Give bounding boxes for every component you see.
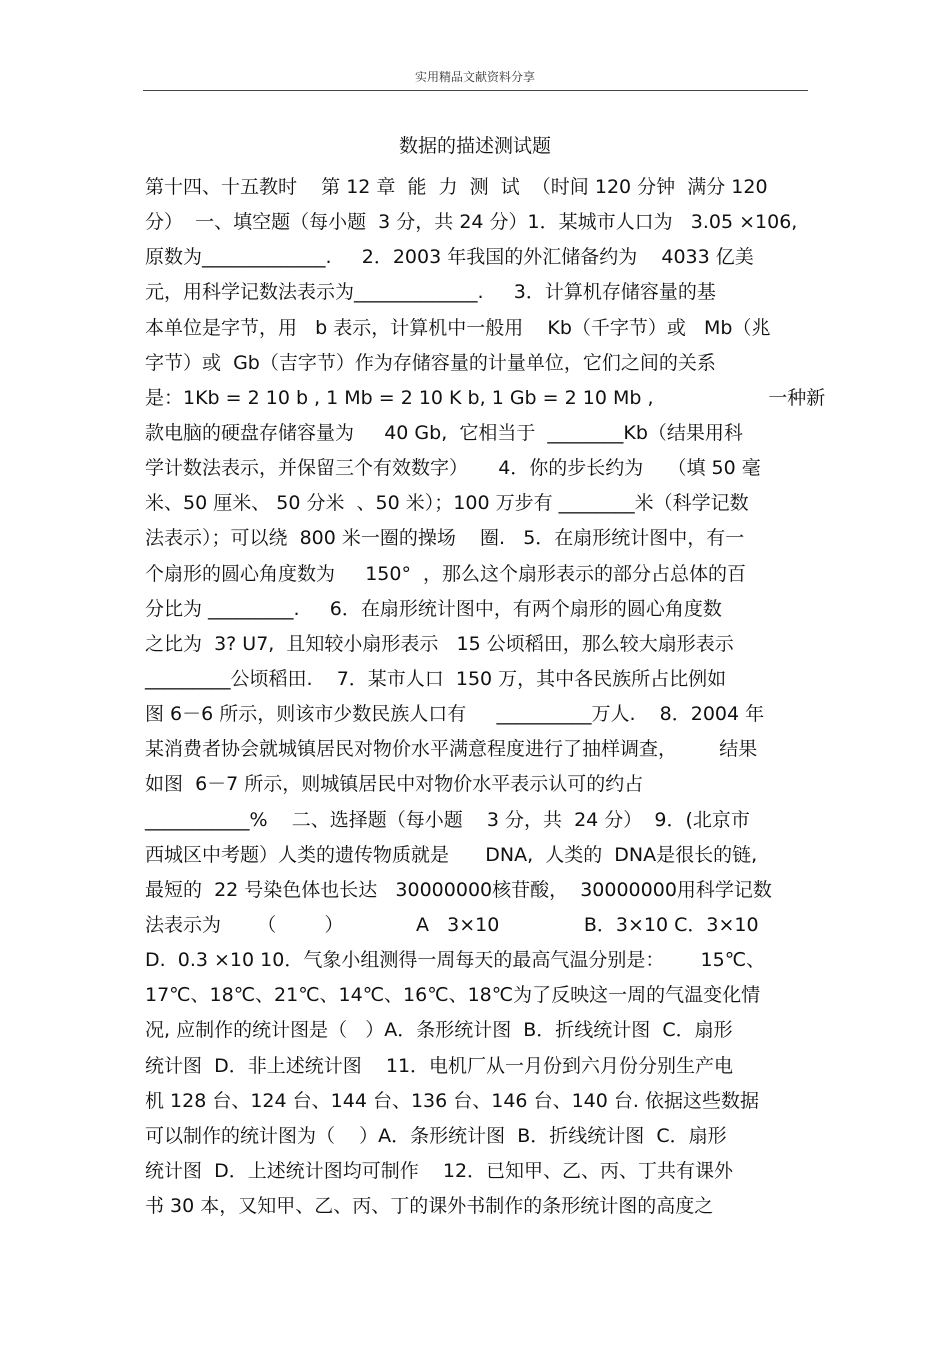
text-line: 况, 应制作的统计图是（ ）A．条形统计图 B．折线统计图 C．扇形	[145, 1019, 733, 1042]
text-line: 是：1Kb = 2 10 b , 1 Mb = 2 10 K b, 1 Gb = 2 10 Mb , 一种新	[145, 386, 826, 409]
header-divider	[143, 90, 808, 91]
text-line: D. 0.3 ×10 10．气象小组测得一周每天的最高气温分别是： 15℃、	[145, 949, 766, 972]
text-line: 最短的 22 号染色体也长达 30000000核苷酸， 30000000用科学记数	[145, 878, 772, 901]
document-title: 数据的描述测试题	[398, 135, 551, 157]
text-line: 元，用科学记数法表示为_____________. 3．计算机存储容量的基	[145, 281, 716, 304]
text-line: 第十四、十五教时 第 12 章 能 力 测 试 （时间 120 分钟 满分 120	[145, 176, 768, 198]
text-line: 某消费者协会就城镇居民对物价水平满意程度进行了抽样调查， 结果	[145, 738, 758, 761]
page-header: 实用精品文献资料分享	[414, 70, 535, 84]
document-body	[145, 172, 826, 1226]
text-line: 之比为 3? U7, 且知较小扇形表示 15 公顷稻田，那么较大扇形表示	[145, 632, 734, 655]
text-line: 分） 一、填空题（每小题 3 分，共 24 分）1．某城市人口为 3.05 ×106,	[145, 211, 798, 234]
text-line: 可以制作的统计图为（ ）A．条形统计图 B．折线统计图 C．扇形	[145, 1124, 727, 1147]
text-line: 字节）或 Gb（吉字节）作为存储容量的计量单位，它们之间的关系	[145, 351, 716, 374]
text-line: 书 30 本，又知甲、乙、丙、丁的课外书制作的条形统计图的高度之	[145, 1195, 714, 1218]
text-line: 如图 6－7 所示，则城镇居民中对物价水平表示认可的约占	[145, 773, 644, 796]
text-line: _________公顷稻田. 7．某市人口 150 万，其中各民族所占比例如	[145, 667, 727, 690]
text-line: 机 128 台、124 台、144 台、136 台、146 台、140 台. 依据这些数据	[145, 1089, 759, 1112]
text-line: 17℃、18℃、21℃、14℃、16℃、18℃为了反映这一周的气温变化情	[145, 984, 761, 1007]
text-line: 法表示）；可以绕 800 米一圈的操场 圈. 5．在扇形统计图中，有一	[145, 527, 745, 550]
text-line: 学计数法表示，并保留三个有效数字） 4．你的步长约为 （填 50 毫	[145, 457, 761, 480]
text-line: ___________% 二、选择题（每小题 3 分，共 24 分） 9．(北京市	[145, 808, 750, 831]
text-line: 款电脑的硬盘存储容量为 40 Gb, 它相当于 ________Kb（结果用科	[145, 421, 743, 444]
text-line: 图 6－6 所示，则该市少数民族人口有 __________万人. 8．2004 年	[145, 703, 765, 726]
text-line: 原数为_____________. 2．2003 年我国的外汇储备约为 4033 亿美	[145, 246, 754, 269]
text-line: 西城区中考题）人类的遗传物质就是 DNA, 人类的 DNA是很长的链,	[145, 843, 758, 866]
text-line: 本单位是字节，用 b 表示，计算机中一般用 Kb（千字节）或 Mb（兆	[145, 316, 771, 339]
text-line: 分比为 _________. 6．在扇形统计图中，有两个扇形的圆心角度数	[145, 597, 722, 620]
text-line: 米、50 厘米、 50 分米 、50 米）；100 万步有 ________米（科学记数	[145, 492, 749, 515]
text-line: 统计图 D．上述统计图均可制作 12．已知甲、乙、丙、丁共有课外	[145, 1159, 734, 1182]
text-line: 个扇形的圆心角度数为 150° ，那么这个扇形表示的部分占总体的百	[145, 562, 747, 585]
text-line: 法表示为 （ ） A 3×10 B．3×10 C．3×10	[145, 913, 759, 936]
text-line: 统计图 D．非上述统计图 11．电机厂从一月份到六月份分别生产电	[145, 1054, 734, 1077]
